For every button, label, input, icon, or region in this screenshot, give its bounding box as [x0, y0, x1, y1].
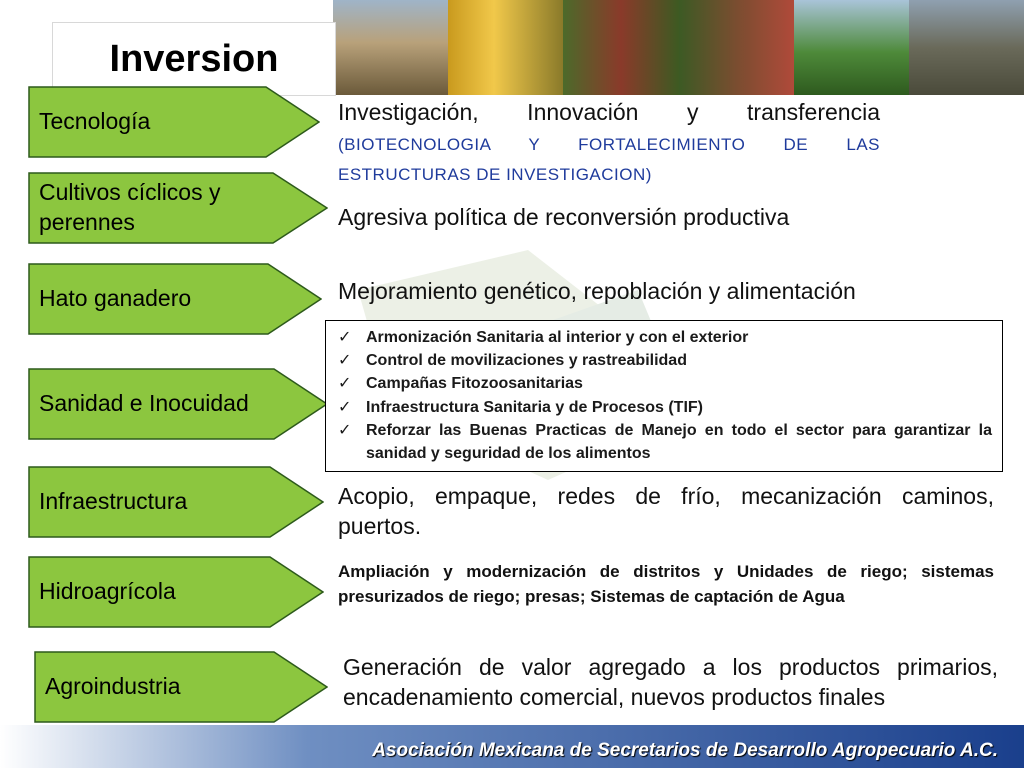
description-text: Generación de valor agregado a los productos primarios, encadenamiento comercial, nuevos productos finales: [343, 654, 998, 710]
description-tecnologia: [338, 98, 880, 188]
description-text: Agresiva política de reconversión productiva: [338, 204, 790, 230]
checkmark-icon: ✓: [338, 421, 352, 439]
description-text: Acopio, empaque, redes de frío, mecanización caminos, puertos.: [338, 483, 994, 539]
category-arrow-sanidad: [28, 368, 328, 440]
bullet-item: ✓ Campañas Fitozoosanitarias: [338, 372, 992, 395]
category-arrow-tecnologia: [28, 86, 320, 158]
bullet-item: ✓ Reforzar las Buenas Practicas de Manejo en todo el sector para garantizar la sanidad y seguridad de los alimentos: [338, 419, 992, 465]
category-arrow-infraestructura: [28, 466, 324, 538]
tractor-photo: [794, 0, 909, 95]
category-label: Sanidad e Inocuidad: [39, 390, 249, 417]
footer-bar: [0, 725, 1024, 768]
checkmark-icon: ✓: [338, 352, 352, 370]
description-cultivos: [338, 203, 938, 233]
description-sub: (BIOTECNOLOGIA Y FORTALECIMIENTO DE LAS ESTRUCTURAS DE INVESTIGACION): [338, 134, 880, 184]
category-arrow-hidroagricola: [28, 556, 324, 628]
bullet-item: ✓ Control de movilizaciones y rastreabilidad: [338, 349, 992, 372]
description-infraestructura: [338, 482, 994, 542]
category-arrow-hato: [28, 263, 322, 335]
description-text: Ampliación y modernización de distritos y Unidades de riego; sistemas presurizados de riego; presas; Sistemas de captación de Agua: [338, 562, 994, 606]
description-main: Investigación, Innovación y transferencia: [338, 99, 880, 125]
category-label: Hato ganadero: [39, 285, 192, 312]
port-photo: [909, 0, 1024, 95]
harvest-photo: [563, 0, 678, 95]
category-arrow-cultivos: [28, 172, 328, 244]
header-photo-strip: [333, 0, 1024, 95]
description-hidroagricola: [338, 560, 994, 609]
bullet-item: ✓ Infraestructura Sanitaria y de Procesos (TIF): [338, 396, 992, 419]
title-box: [52, 22, 336, 96]
description-agroindustria: [343, 653, 998, 713]
farmer-photo: [679, 0, 794, 95]
category-label: Infraestructura: [39, 488, 188, 515]
page-title: Inversion: [109, 37, 279, 80]
category-arrow-agroindustria: [34, 651, 328, 723]
corn-photo: [448, 0, 563, 95]
category-label: Hidroagrícola: [39, 578, 176, 605]
checkmark-icon: ✓: [338, 375, 352, 393]
category-label: Agroindustria: [45, 673, 181, 700]
description-text: Mejoramiento genético, repoblación y alimentación: [338, 278, 856, 304]
sanidad-bullet-box: [325, 320, 1003, 472]
description-hato: [338, 277, 998, 307]
checkmark-icon: ✓: [338, 329, 352, 346]
bullet-item: ✓ Armonización Sanitaria al interior y con el exterior: [338, 326, 992, 349]
footer-text: Asociación Mexicana de Secretarios de Desarrollo Agropecuario A.C.: [372, 740, 998, 761]
category-label: Cultivos cíclicos y perennes: [39, 179, 221, 235]
cattle-photo: [333, 0, 448, 95]
category-label: Tecnología: [39, 108, 151, 135]
checkmark-icon: ✓: [338, 398, 352, 416]
